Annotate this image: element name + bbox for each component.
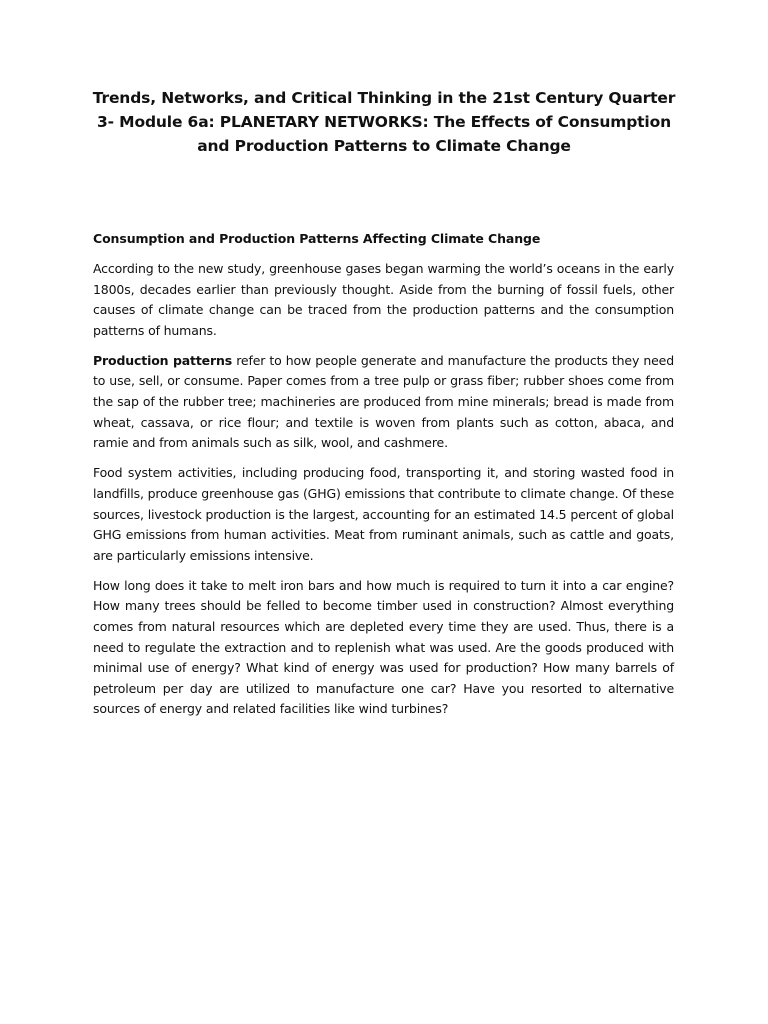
paragraph-4: How long does it take to melt iron bars and how much is required to turn it into a car engine? How many trees should be felled to become timber used in construction? Almost everything comes from natural resources which are depleted every time they are used. Thus, there is a need to regulate the extraction and to replenish what was used. Are the goods produced with minimal use of energy? What kind of energy was used for production? How many barrels of petroleum per day are utilized to manufacture one car? Have you resorted to alternative sources of energy and related facilities like wind turbines? (93, 577, 674, 717)
paragraph-2-text: refer to how people generate and manufacture the products they need to use, sell, or consume. Paper comes from a tree pulp or grass fiber; rubber shoes come from the sap of the rubber tree; machineries are produced from mine minerals; bread is made from wheat, cassava, or rice flour; and textile is woven from plants such as cotton, abaca, and ramie and from animals such as silk, wool, and cashmere. (93, 352, 674, 451)
paragraph-2 (93, 351, 674, 454)
paragraph-3: Food system activities, including producing food, transporting it, and storing wasted food in landfills, produce greenhouse gas (GHG) emissions that contribute to climate change. Of these sources, livestock production is the largest, accounting for an estimated 14.5 percent of global GHG emissions from human activities. Meat from ruminant animals, such as cattle and goats, are particularly emissions intensive. (93, 465, 674, 563)
paragraph-1: According to the new study, greenhouse gases began warming the world’s oceans in the early 1800s, decades earlier than previously thought. Aside from the burning of fossil fuels, other causes of climate change can be traced from the production patterns and the consumption patterns of humans. (93, 261, 674, 338)
paragraph-2-bold-term: Production patterns (93, 352, 233, 368)
document-title: Trends, Networks, and Critical Thinking in the 21st Century Quarter 3- Module 6a: PLANETARY NETWORKS: The Effects of Consumption and Production Patterns to Climate Change (92, 89, 676, 155)
section-heading: Consumption and Production Patterns Affecting Climate Change (93, 231, 541, 246)
document-body (93, 229, 674, 729)
